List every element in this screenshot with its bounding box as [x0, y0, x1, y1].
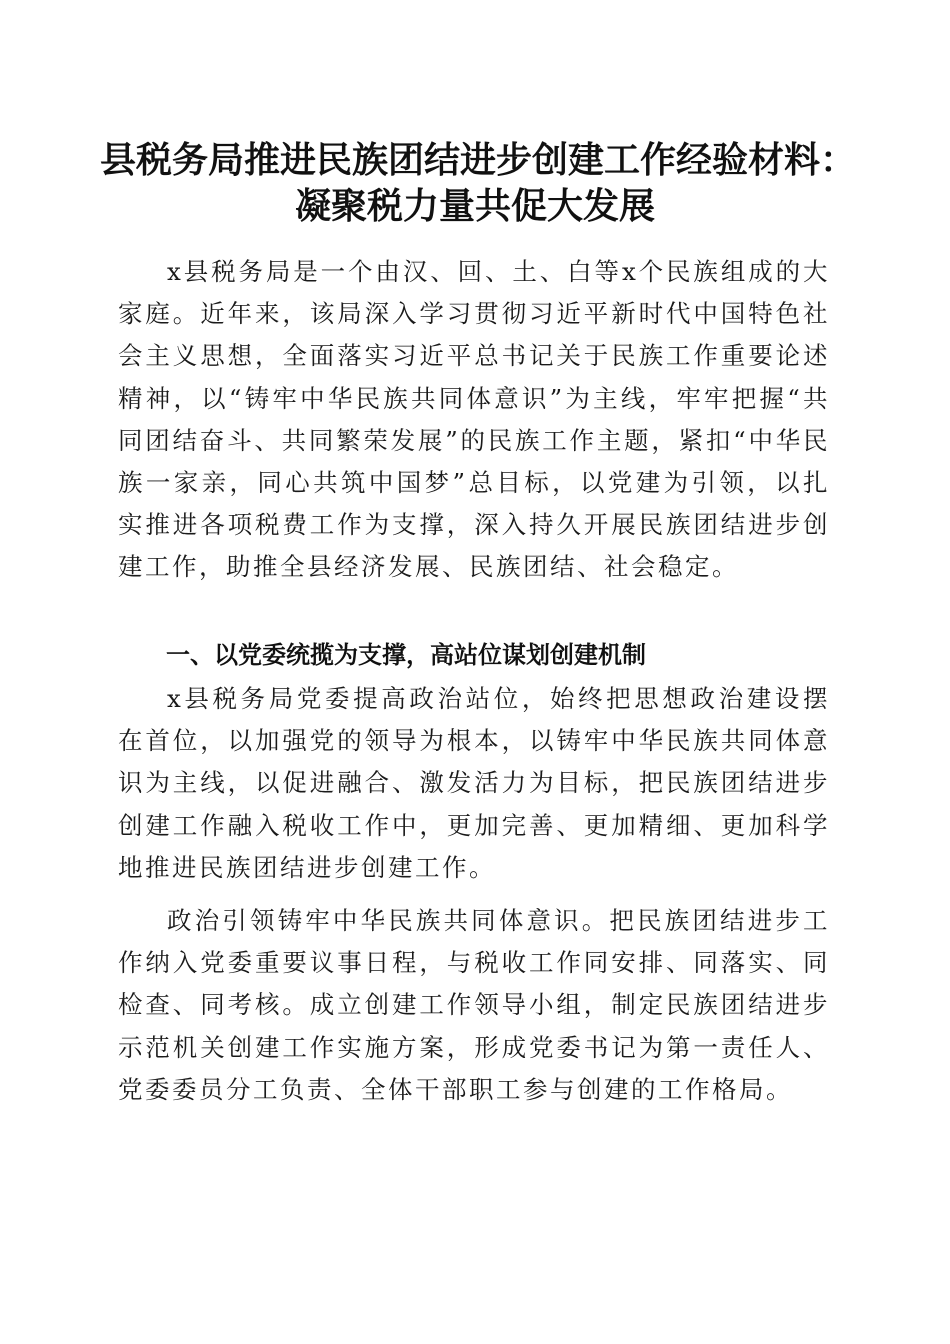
- document-title-line-1: 县税务局推进民族团结进步创建工作经验材料：: [100, 139, 857, 181]
- paragraph-political-guidance: 政治引领铸牢中华民族共同体意识。把民族团结进步工作纳入党委重要议事日程，与税收工作同安排、同落实、同检查、同考核。成立创建工作领导小组，制定民族团结进步示范机关创建工作实施方案，形成党委书记为第一责任人、党委委员分工负责、全体干部职工参与创建的工作格局。: [118, 906, 830, 1104]
- document-title-line-2: 凝聚税力量共促大发展: [294, 185, 655, 227]
- section-heading-1: 一、以党委统揽为支撑，高站位谋划创建机制: [166, 641, 646, 669]
- paragraph-section-1-body: x县税务局党委提高政治站位，始终把思想政治建设摆在首位，以加强党的领导为根本，以铸牢中华民族共同体意识为主线，以促进融合、激发活力为目标，把民族团结进步创建工作融入税收工作中，更加完善、更加精细、更加科学地推进民族团结进步创建工作。: [118, 684, 830, 882]
- paragraph-intro: x县税务局是一个由汉、回、土、白等x个民族组成的大家庭。近年来，该局深入学习贯彻习近平新时代中国特色社会主义思想，全面落实习近平总书记关于民族工作重要论述精神，以“铸牢中华民族共同体意识”为主线，牢牢把握“共同团结奋斗、共同繁荣发展”的民族工作主题，紧扣“中华民族一家亲，同心共筑中国梦”总目标，以党建为引领，以扎实推进各项税费工作为支撑，深入持久开展民族团结进步创建工作，助推全县经济发展、民族团结、社会稳定。: [118, 257, 830, 582]
